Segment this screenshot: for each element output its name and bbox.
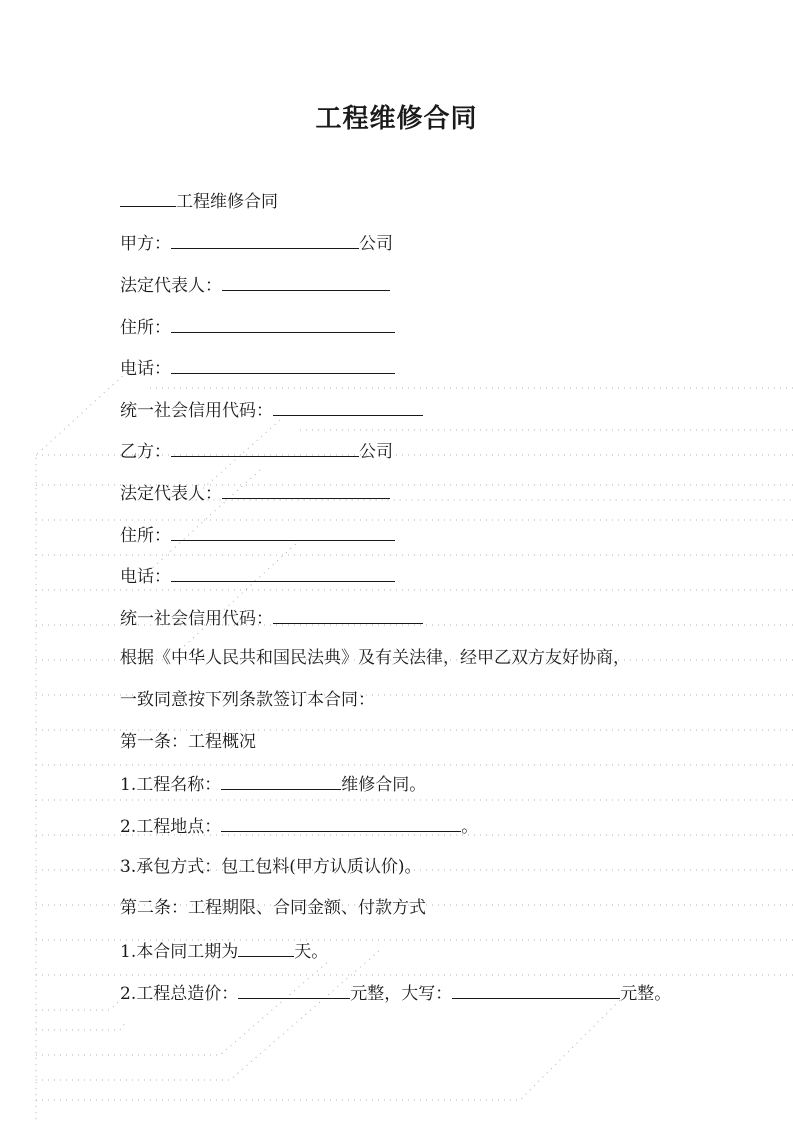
article-2-item-2 xyxy=(120,980,671,1006)
party-b-name-blank[interactable] xyxy=(171,438,359,457)
duration-label: 1.本合同工期为 xyxy=(120,942,239,962)
contract-subtitle-line xyxy=(120,188,278,214)
project-location-blank[interactable] xyxy=(221,813,461,832)
article-1-heading: 第一条：工程概况 xyxy=(120,732,256,752)
party-b-address-blank[interactable] xyxy=(171,522,395,541)
party-b-credit-code-label: 统一社会信用代码： xyxy=(120,609,273,629)
project-location-label: 2.工程地点： xyxy=(120,817,222,837)
party-a-address-blank[interactable] xyxy=(171,314,395,333)
party-a-name-blank[interactable] xyxy=(171,230,359,249)
party-b-phone-line xyxy=(120,563,395,589)
party-a-rep-blank[interactable] xyxy=(222,272,390,291)
party-b-credit-code-line xyxy=(120,605,423,631)
preamble-line-1: 根据《中华人民共和国民法典》及有关法律，经甲乙双方友好协商， xyxy=(120,648,630,668)
party-b-rep-line xyxy=(120,480,390,506)
article-2-item-1 xyxy=(120,938,328,964)
party-a-line xyxy=(120,230,393,256)
article-1-item-1 xyxy=(120,771,426,797)
party-a-suffix: 公司 xyxy=(359,234,393,254)
party-a-label: 甲方： xyxy=(120,234,171,254)
party-b-rep-blank[interactable] xyxy=(222,480,390,499)
total-cost-label: 2.工程总造价： xyxy=(120,984,239,1004)
party-b-address-line xyxy=(120,522,395,548)
party-b-label: 乙方： xyxy=(120,442,171,462)
party-a-phone-line xyxy=(120,355,395,381)
article-1-item-2 xyxy=(120,813,478,839)
project-name-field-blank[interactable] xyxy=(221,771,341,790)
article-1-item-3: 3.承包方式：包工包料(甲方认质认价)。 xyxy=(120,857,422,877)
document-title: 工程维修合同 xyxy=(315,104,478,134)
party-a-address-label: 住所： xyxy=(120,318,171,338)
party-b-credit-code-blank[interactable] xyxy=(273,605,423,624)
party-a-credit-code-label: 统一社会信用代码： xyxy=(120,401,273,421)
project-location-suffix: 。 xyxy=(461,817,479,837)
total-cost-uppercase-blank[interactable] xyxy=(452,980,620,999)
project-name-blank[interactable] xyxy=(120,188,176,207)
party-b-phone-blank[interactable] xyxy=(171,563,395,582)
party-b-rep-label: 法定代表人： xyxy=(120,484,222,504)
duration-days-blank[interactable] xyxy=(238,938,294,957)
party-b-address-label: 住所： xyxy=(120,526,171,546)
party-a-phone-blank[interactable] xyxy=(171,355,395,374)
project-name-suffix: 维修合同。 xyxy=(341,775,427,795)
preamble-line-2: 一致同意按下列条款签订本合同： xyxy=(120,690,375,710)
party-b-suffix: 公司 xyxy=(359,442,393,462)
party-a-rep-line xyxy=(120,272,390,298)
project-name-label: 1.工程名称： xyxy=(120,775,222,795)
contract-subtitle: 工程维修合同 xyxy=(176,192,278,212)
party-a-address-line xyxy=(120,314,395,340)
party-a-credit-code-line xyxy=(120,397,423,423)
total-cost-suffix: 元整。 xyxy=(620,984,672,1004)
party-b-phone-label: 电话： xyxy=(120,567,171,587)
party-a-rep-label: 法定代表人： xyxy=(120,276,222,296)
party-b-line xyxy=(120,438,393,464)
duration-suffix: 天。 xyxy=(294,942,329,962)
party-a-phone-label: 电话： xyxy=(120,359,171,379)
article-2-heading: 第二条：工程期限、合同金额、付款方式 xyxy=(120,898,426,918)
party-a-credit-code-blank[interactable] xyxy=(273,397,423,416)
total-cost-amount-blank[interactable] xyxy=(238,980,350,999)
total-cost-mid: 元整，大写： xyxy=(350,984,453,1004)
